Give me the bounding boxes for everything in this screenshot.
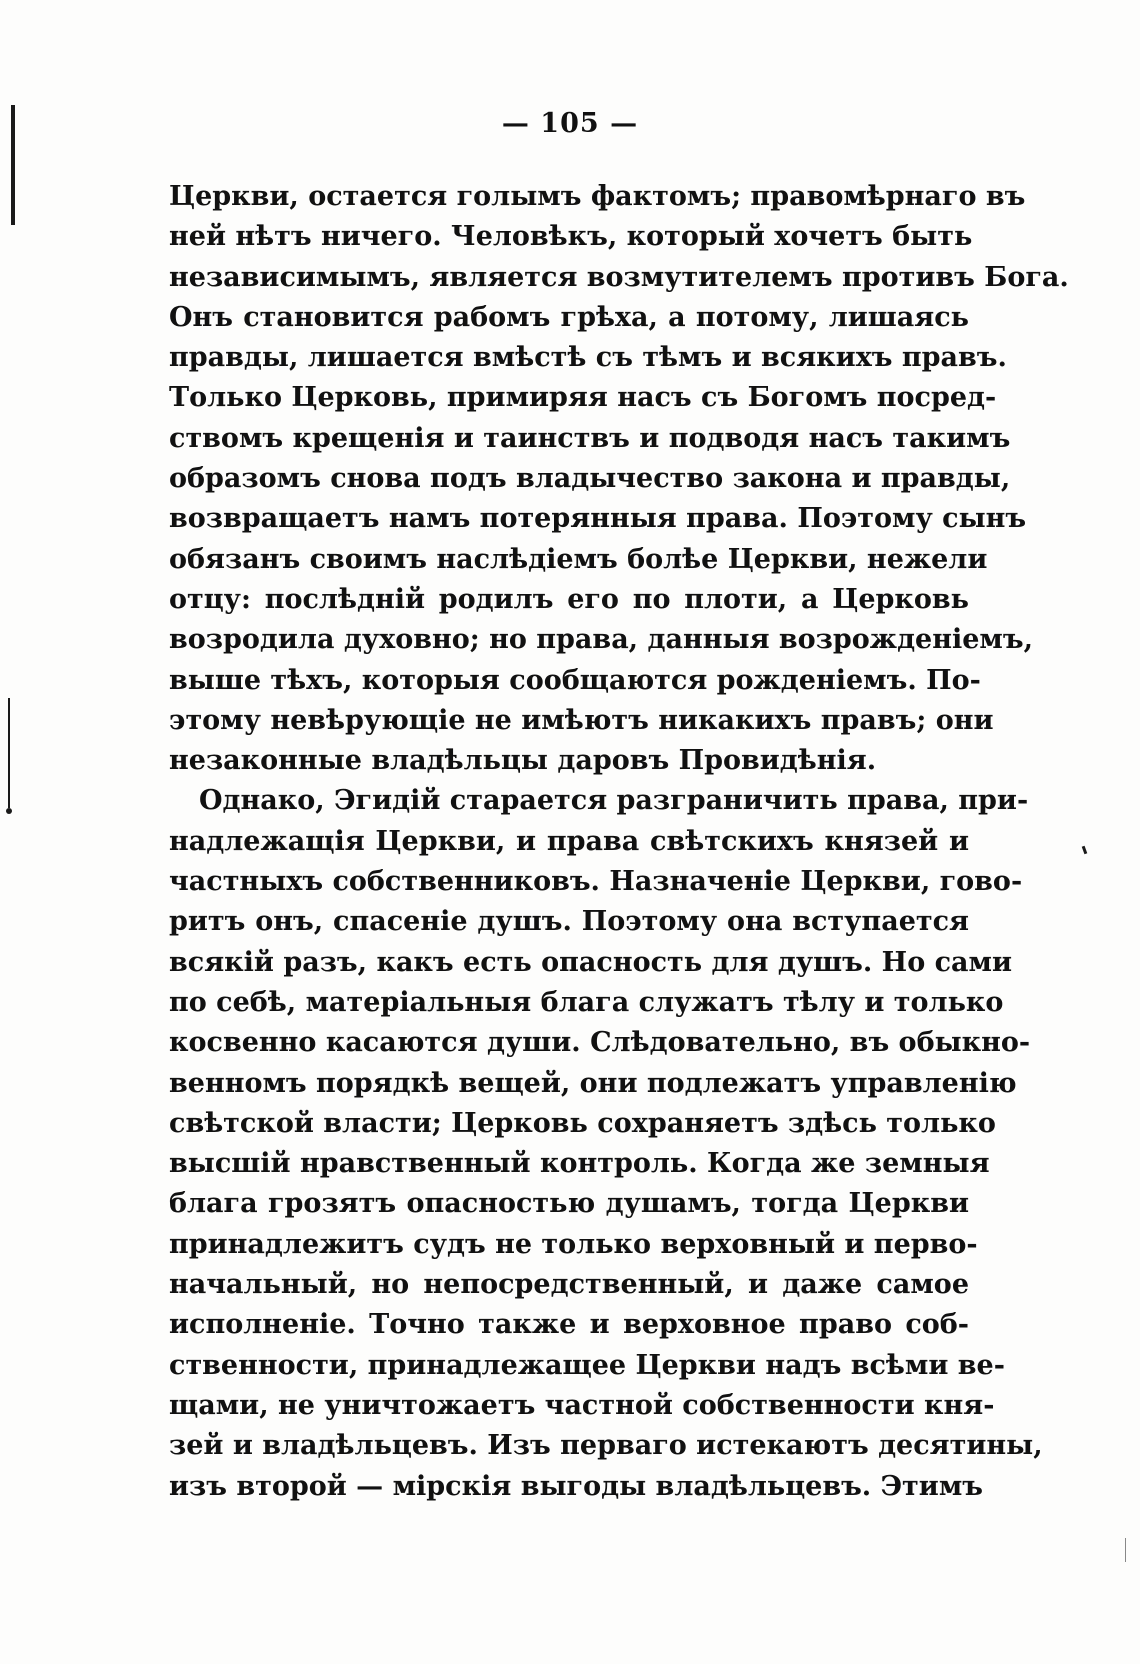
text-line: надлежащія Церкви, и права свѣтскихъ князей и bbox=[169, 825, 969, 857]
text-line: зей и владѣльцевъ. Изъ перваго истекаютъ десятины, bbox=[169, 1430, 1043, 1462]
text-line: изъ второй — мірскія выгоды владѣльцевъ. Этимъ bbox=[169, 1470, 983, 1502]
text-line: ственности, принадлежащее Церкви надъ всѣми ве- bbox=[169, 1349, 1005, 1381]
text-line: принадлежитъ судъ не только верховный и перво- bbox=[169, 1228, 978, 1260]
paragraph bbox=[169, 781, 1043, 1506]
text-line: всякій разъ, какъ есть опасность для душъ. Но сами bbox=[169, 946, 1013, 978]
text-line: щами, не уничтожаетъ частной собственности кня- bbox=[169, 1389, 995, 1421]
text-line: Церкви, остается голымъ фактомъ; правомѣрнаго въ bbox=[169, 181, 1026, 212]
text-line: этому невѣрующіе не имѣютъ никакихъ правъ; они bbox=[169, 704, 994, 736]
text-line: косвенно касаются души. Слѣдовательно, въ обыкно- bbox=[169, 1027, 1031, 1059]
margin-scan-mark bbox=[1082, 846, 1088, 855]
margin-scan-mark bbox=[6, 808, 12, 814]
text-line: начальный, но непосредственный, и даже самое bbox=[169, 1269, 969, 1301]
text-line: высшій нравственный контроль. Когда же земныя bbox=[169, 1148, 990, 1180]
text-line: выше тѣхъ, которыя сообщаются рожденіемъ. По- bbox=[169, 664, 981, 696]
text-line: венномъ порядкѣ вещей, они подлежатъ управленію bbox=[169, 1067, 1017, 1099]
text-line: обязанъ своимъ наслѣдіемъ болѣе Церкви, нежели bbox=[169, 543, 988, 575]
text-line: Онъ становится рабомъ грѣха, а потому, лишаясь bbox=[169, 301, 969, 333]
margin-scan-mark bbox=[1125, 1538, 1126, 1562]
text-line: Однако, Эгидій старается разграничить права, при- bbox=[199, 785, 1029, 817]
text-line: свѣтской власти; Церковь сохраняетъ здѣсь только bbox=[169, 1107, 996, 1139]
paragraph bbox=[169, 177, 1069, 781]
text-line: ней нѣтъ ничего. Человѣкъ, который хочетъ быть bbox=[169, 221, 973, 253]
body-text bbox=[169, 177, 1069, 1507]
text-line: исполненіе. Точно также и верховное право соб- bbox=[169, 1309, 969, 1341]
text-line: ритъ онъ, спасеніе душъ. Поэтому она вступается bbox=[169, 906, 969, 938]
text-line: блага грозятъ опасностью душамъ, тогда Церкви bbox=[169, 1188, 969, 1220]
text-line: частныхъ собственниковъ. Назначеніе Церкви, гово- bbox=[169, 866, 1023, 898]
text-line: Только Церковь, примиряя насъ съ Богомъ посред- bbox=[169, 382, 997, 414]
text-line: возвращаетъ намъ потерянныя права. Поэтому сынъ bbox=[169, 503, 1027, 535]
text-line: незаконные владѣльцы даровъ Провидѣнія. bbox=[169, 745, 877, 777]
text-line: правды, лишается вмѣстѣ съ тѣмъ и всякихъ правъ. bbox=[169, 342, 1007, 374]
page-number: — 105 — bbox=[501, 108, 639, 139]
margin-scan-mark bbox=[8, 698, 10, 808]
text-line: отцу: послѣдній родилъ его по плоти, а Церковь bbox=[169, 583, 969, 615]
text-line: образомъ снова подъ владычество закона и правды, bbox=[169, 463, 1011, 495]
text-line: по себѣ, матеріальныя блага служатъ тѣлу и только bbox=[169, 986, 1004, 1018]
text-line: возродила духовно; но права, данныя возрожденіемъ, bbox=[169, 624, 1033, 656]
text-line: независимымъ, является возмутителемъ противъ Бога. bbox=[169, 261, 1069, 293]
text-line: ствомъ крещенія и таинствъ и подводя насъ такимъ bbox=[169, 422, 1011, 454]
